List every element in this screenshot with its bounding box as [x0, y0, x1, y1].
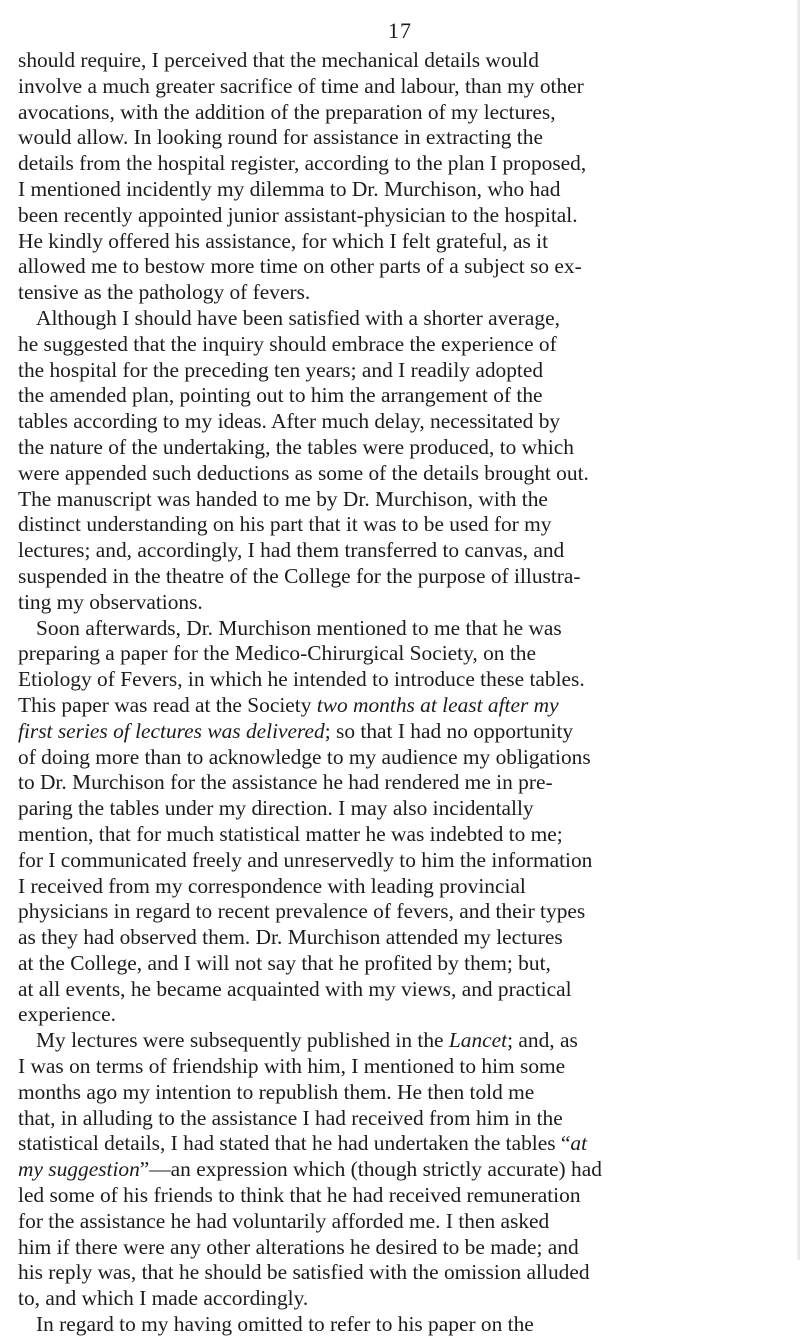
text-line: would allow. In looking round for assistance in extracting the [18, 125, 543, 150]
text-line: he suggested that the inquiry should embrace the experience of [18, 331, 557, 356]
text-line: I was on terms of friendship with him, I mentioned to him some [18, 1054, 566, 1079]
text-line: as they had observed them. Dr. Murchison attended my lectures [18, 925, 563, 950]
text-line: the hospital for the preceding ten years; and I readily adopted [18, 357, 544, 382]
text-line: lectures; and, accordingly, I had them transferred to canvas, and [18, 538, 565, 563]
text-line: him if there were any other alterations he desired to be made; and [18, 1234, 579, 1259]
text-line: were appended such deductions as some of the details brought out. [18, 460, 589, 485]
text-line: In regard to my having omitted to refer to his paper on the [36, 1312, 534, 1337]
text-line: tensive as the pathology of fevers. [18, 280, 311, 305]
text-line: statistical details, I had stated that he had undertaken the tables “at [18, 1131, 588, 1156]
text-line: Although I should have been satisfied with a shorter average, [36, 305, 560, 330]
text-line: for I communicated freely and unreservedly to him the information [18, 847, 593, 872]
text-line: of doing more than to acknowledge to my audience my obligations [18, 744, 591, 769]
text-line: been recently appointed junior assistant-physician to the hospital. [18, 202, 578, 227]
text-line: first series of lectures was delivered; so that I had no opportunity [18, 718, 574, 743]
text-line: The manuscript was handed to me by Dr. Murchison, with the [18, 486, 548, 511]
text-line: suspended in the theatre of the College for the purpose of illustra- [18, 563, 581, 588]
text-line: Etiology of Fevers, in which he intended to introduce these tables. [18, 667, 585, 692]
text-line: tables according to my ideas. After much delay, necessitated by [18, 409, 561, 434]
text-line: involve a much greater sacrifice of time and labour, than my other [18, 73, 584, 98]
text-line: physicians in regard to recent prevalence of fevers, and their types [18, 899, 586, 924]
text-line: at all events, he became acquainted with my views, and practical [18, 976, 572, 1001]
text-line: his reply was, that he should be satisfied with the omission alluded [18, 1260, 590, 1285]
text-line: My lectures were subsequently published in the Lancet; and, as [36, 1028, 578, 1053]
text-line: to, and which I made accordingly. [18, 1286, 309, 1311]
text-line: allowed me to bestow more time on other parts of a subject so ex- [18, 254, 582, 279]
text-line: to Dr. Murchison for the assistance he had rendered me in pre- [18, 770, 553, 795]
text-line: the nature of the undertaking, the tables were produced, to which [18, 434, 574, 459]
text-line: that, in alluding to the assistance I had received from him in the [18, 1105, 563, 1130]
text-line: I mentioned incidently my dilemma to Dr. Murchison, who had [18, 176, 561, 201]
text-line: for the assistance he had voluntarily afforded me. I then asked [18, 1208, 550, 1233]
text-line: ting my observations. [18, 589, 203, 614]
text-line: preparing a paper for the Medico-Chirurgical Society, on the [18, 641, 536, 666]
text-line: months ago my intention to republish them. He then told me [18, 1079, 535, 1104]
page-number: 17 [388, 18, 412, 43]
text-line: I received from my correspondence with leading provincial [18, 873, 526, 898]
text-line: should require, I perceived that the mechanical details would [18, 48, 539, 72]
body-text [18, 48, 800, 1338]
text-line: mention, that for much statistical matter he was indebted to me; [18, 821, 563, 846]
text-line: distinct understanding on his part that it was to be used for my [18, 512, 552, 537]
text-line: experience. [18, 1002, 116, 1027]
text-line: the amended plan, pointing out to him the arrangement of the [18, 383, 543, 408]
text-line: paring the tables under my direction. I may also incidentally [18, 796, 534, 821]
text-line: led some of his friends to think that he had received remuneration [18, 1183, 581, 1208]
text-line: This paper was read at the Society two months at least after my [18, 692, 559, 717]
text-line: avocations, with the addition of the preparation of my lectures, [18, 99, 556, 124]
text-line: at the College, and I will not say that he profited by them; but, [18, 950, 551, 975]
text-line: He kindly offered his assistance, for which I felt grateful, as it [18, 228, 549, 253]
text-line: my suggestion”—an expression which (though strictly accurate) had [18, 1157, 602, 1182]
text-line: Soon afterwards, Dr. Murchison mentioned to me that he was [36, 615, 562, 640]
text-line: details from the hospital register, according to the plan I proposed, [18, 151, 587, 176]
